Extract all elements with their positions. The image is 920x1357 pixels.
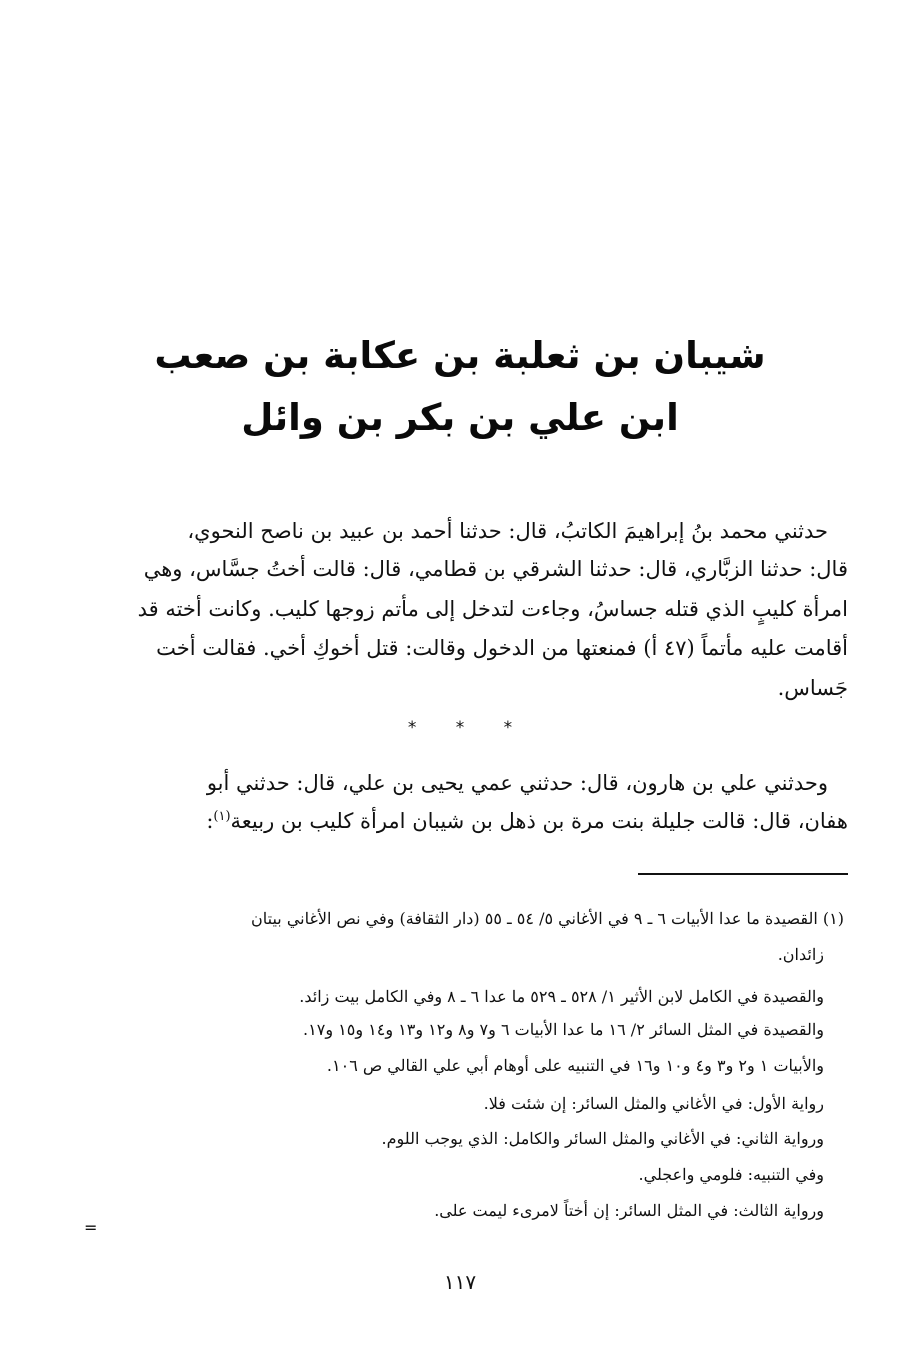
separator-star: * (503, 718, 513, 738)
section-separator (0, 718, 920, 738)
footnote-line-4: والقصيدة في المثل السائر ٢/ ١٦ ما عدا الأبيات ٦ و٧ و٨ و١٢ و١٣ و١٤ و١٥ و١٧. (303, 1020, 824, 1039)
footnote-line-3: والقصيدة في الكامل لابن الأثير ١/ ٥٢٨ ـ ٥٢٩ ما عدا ٦ ـ ٨ وفي الكامل بيت زائد. (299, 987, 824, 1006)
footnote-1-line-1: (١) القصيدة ما عدا الأبيات ٦ ـ ٩ في الأغاني ٥/ ٥٤ ـ ٥٥ (دار الثقافة) وفي نص الأغاني بيتان (251, 909, 844, 928)
chapter-title-line-1: شيبان بن ثعلبة بن عكابة بن صعب (154, 334, 766, 377)
footnote-line-8: وفي التنبيه: فلومي واعجلي. (638, 1165, 824, 1184)
chapter-title-line-2: ابن علي بن بكر بن وائل (241, 396, 679, 439)
continuation-mark: = (84, 1218, 98, 1237)
separator-star: * (407, 718, 417, 738)
footnote-line-9: ورواية الثالث: في المثل السائر: إن أختاً لامرىء ليمت على. (434, 1201, 824, 1220)
footnote-1-line-2: زائدان. (777, 945, 824, 964)
paragraph-1-line-2: قال: حدثنا الزبَّاري، قال: حدثنا الشرقي بن قطامي، قال: قالت أختُ جسَّاس، وهي (143, 557, 848, 581)
paragraph-2-line-2 (206, 804, 848, 838)
paragraph-1-line-3: امرأة كليبٍ الذي قتله جساسُ، وجاءت لتدخل إلى مأتم زوجها كليب. وكانت أخته قد (137, 597, 848, 621)
footnote-line-5: والأبيات ١ و٢ و٣ و٤ و١٠ و١٦ في التنبيه على أوهام أبي علي القالي ص ١٠٦. (326, 1056, 824, 1075)
separator-star: * (455, 718, 465, 738)
paragraph-2-line-1: وحدثني علي بن هارون، قال: حدثني عمي يحيى بن علي، قال: حدثني أبو (206, 771, 828, 795)
footnote-reference: (١) (213, 809, 231, 824)
footnote-divider (638, 873, 848, 875)
footnote-line-7: ورواية الثاني: في الأغاني والمثل السائر والكامل: الذي يوجب اللوم. (381, 1129, 824, 1148)
paragraph-1-line-5: جَساس. (777, 676, 848, 700)
page-number: ١١٧ (443, 1270, 477, 1294)
paragraph-2-line-2-end: : (206, 809, 214, 833)
paragraph-2-line-2-text: هفان، قال: قالت جليلة بنت مرة بن ذهل بن شيبان امرأة كليب بن ربيعة (230, 809, 848, 833)
paragraph-1-line-1: حدثني محمد بنُ إبراهيمَ الكاتبُ، قال: حدثنا أحمد بن عبيد بن ناصح النحوي، (187, 519, 828, 543)
footnote-line-6: رواية الأول: في الأغاني والمثل السائر: إن شئت فلا. (483, 1094, 824, 1113)
paragraph-1-line-4: أقامت عليه مأتماً (٤٧ أ) فمنعتها من الدخول وقالت: قتل أخوكِ أخي. فقالت أخت (156, 636, 848, 660)
